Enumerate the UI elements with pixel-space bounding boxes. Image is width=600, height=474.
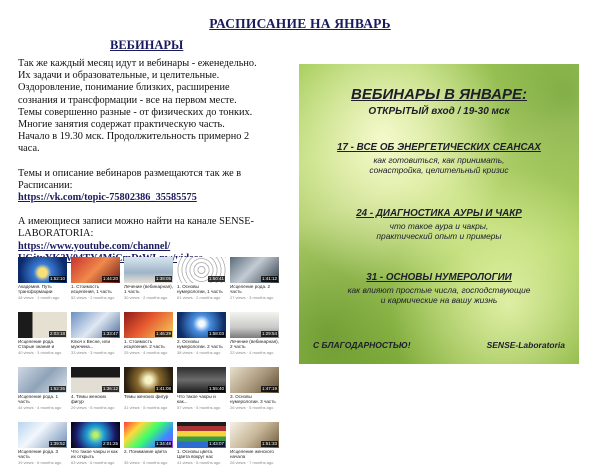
intro-line: Начало в 19.30 мск. Продолжительность примерно 2 <box>18 131 250 143</box>
video-thumbnail[interactable] <box>124 312 173 338</box>
video-thumbnail[interactable] <box>230 312 279 338</box>
video-duration: 1:29:54 <box>261 331 277 336</box>
video-duration: 1:33:47 <box>102 331 118 336</box>
intro-line: Темы совершенно разные - от физических до тонких. <box>18 106 253 118</box>
video-title[interactable]: 2. Понимание цвета <box>124 449 167 454</box>
intro-line: сознания и трансформации - все на первом месте. <box>18 94 237 106</box>
intro-line: Так же каждый месяц идут и вебинары - еженедельно. <box>18 58 257 69</box>
video-tile[interactable] <box>71 422 120 474</box>
vk-text: Темы и описание вебинаров размещаются так же в <box>18 167 242 179</box>
video-thumbnail[interactable] <box>18 422 67 448</box>
video-title[interactable]: Что такое чакры и как их открыть <box>71 449 118 460</box>
video-meta: 30 views · 2 months ago <box>124 295 168 300</box>
video-tile[interactable] <box>124 367 173 419</box>
video-meta: 41 views · 6 months ago <box>177 460 221 465</box>
intro-line: часа. <box>18 143 40 155</box>
video-tile[interactable] <box>124 312 173 364</box>
video-meta: 25 views · 4 months ago <box>124 350 168 355</box>
video-duration: 1:52:36 <box>49 386 65 391</box>
video-thumbnail[interactable] <box>177 367 226 393</box>
video-duration: 1:52:10 <box>49 276 65 281</box>
poster-subtitle: ОТКРЫТЫЙ вход / 19-30 мск <box>368 106 510 117</box>
video-title[interactable]: 1. Стоимость исцеления. 2 часть <box>124 339 165 350</box>
video-meta: 27 views · 3 months ago <box>230 295 274 300</box>
poster-item <box>299 208 579 241</box>
video-meta: 29 views · 5 months ago <box>71 405 115 410</box>
video-meta: 57 views · 5 months ago <box>177 405 221 410</box>
video-duration: 2:01:25 <box>102 441 118 446</box>
poster-footer-brand: SENSE-Laboratoria <box>486 340 565 350</box>
video-thumbnail[interactable] <box>230 422 279 448</box>
video-duration: 1:47:19 <box>261 386 277 391</box>
video-tile[interactable] <box>124 257 173 309</box>
poster-item-line: практический опыт и примеры <box>376 231 502 241</box>
video-meta: 19 views · 6 months ago <box>18 460 62 465</box>
video-meta: 61 views · 2 months ago <box>177 295 221 300</box>
video-tile[interactable] <box>230 367 279 419</box>
video-tile[interactable] <box>71 257 120 309</box>
video-title[interactable]: Исцеление рода. Старые знания и <box>18 339 55 350</box>
video-tile[interactable] <box>71 367 120 419</box>
page-title: РАСПИСАНИЕ НА ЯНВАРЬ <box>209 16 391 31</box>
vk-paragraph <box>18 168 280 205</box>
video-tile[interactable] <box>71 312 120 364</box>
video-meta: 40 views · 3 months ago <box>18 350 62 355</box>
video-title[interactable]: Исцеление женского начала <box>230 449 274 460</box>
video-thumbnail[interactable] <box>230 257 279 283</box>
poster-item-line: сонастройка, целительный кризис <box>369 165 509 175</box>
poster-item-description <box>299 155 579 175</box>
video-thumbnail[interactable] <box>124 422 173 448</box>
intro-line: Многие занятия содержат практическую часть. <box>18 119 225 131</box>
video-title[interactable]: Академия. Путь трансформации <box>18 284 53 295</box>
video-title[interactable]: 1. Основы цвета. Цвета вокруг нас <box>177 449 214 460</box>
video-meta: 48 views · 1 month ago <box>18 295 60 300</box>
video-meta: 28 views · 7 months ago <box>230 460 274 465</box>
video-duration: 1:50:41 <box>208 276 224 281</box>
youtube-text: LABORATORIA: <box>18 228 94 240</box>
video-title[interactable]: 1. Основы нумерологии, 1 часть <box>177 284 223 295</box>
video-meta: 33 views · 3 months ago <box>71 350 115 355</box>
video-thumbnail[interactable] <box>71 367 120 393</box>
video-title[interactable]: 3. Основы нумерологии. 3 часть <box>230 394 276 405</box>
video-title[interactable]: Исцеление рода. 3 часть <box>18 449 59 460</box>
video-title[interactable]: Что такое чакры и как... <box>177 394 216 405</box>
video-duration: 1:41:08 <box>155 386 171 391</box>
video-thumbnail[interactable] <box>124 257 173 283</box>
video-thumbnail[interactable] <box>71 422 120 448</box>
video-meta: 26 views · 5 months ago <box>230 405 274 410</box>
video-title[interactable]: Темы женских фигур <box>124 394 169 399</box>
video-meta: 44 views · 4 months ago <box>18 405 62 410</box>
video-thumbnail[interactable] <box>18 367 67 393</box>
video-thumbnail[interactable] <box>230 367 279 393</box>
video-duration: 1:55:40 <box>208 386 224 391</box>
video-tile[interactable] <box>18 257 67 309</box>
poster-item-line: что такое аура и чакры, <box>389 221 489 231</box>
poster-item <box>299 272 579 305</box>
poster-footer-thanks: С БЛАГОДАРНОСТЬЮ! <box>313 340 411 350</box>
video-title[interactable]: Исцеление рода. 2 часть <box>230 284 271 295</box>
video-title[interactable]: 2. Основы нумерологии. 2 часть <box>177 339 223 350</box>
video-thumbnail[interactable] <box>124 367 173 393</box>
video-tile[interactable] <box>177 257 226 309</box>
video-thumbnail[interactable] <box>18 312 67 338</box>
video-duration: 1:44:20 <box>102 276 118 281</box>
video-thumbnail[interactable] <box>177 422 226 448</box>
video-tile[interactable] <box>230 257 279 309</box>
video-title[interactable]: 1. Стоимость исцеления, 1 часть <box>71 284 112 295</box>
video-tile[interactable] <box>177 422 226 474</box>
video-tile[interactable] <box>18 422 67 474</box>
video-duration: 1:34:48 <box>155 441 171 446</box>
video-title[interactable]: Исцеление рода. 1 часть <box>18 394 59 405</box>
video-thumbnail[interactable] <box>71 312 120 338</box>
video-title[interactable]: Ключ к Весне, или мужчина... <box>71 339 111 350</box>
video-tile[interactable] <box>18 367 67 419</box>
section-title: ВЕБИНАРЫ <box>110 38 184 52</box>
video-thumbnail[interactable] <box>18 257 67 283</box>
video-tile[interactable] <box>230 312 279 364</box>
poster-item-heading: 17 - ВСЕ ОБ ЭНЕРГЕТИЧЕСКИХ СЕАНСАХ <box>337 142 541 153</box>
video-title[interactable]: 4. Темы женских фигур <box>71 394 107 405</box>
vk-text: Расписании: <box>18 179 73 191</box>
poster-item-line: как влияют простые числа, господствующие <box>347 285 531 295</box>
video-title[interactable]: Лечение (вебинарная), 1 часть <box>124 284 173 295</box>
intro-paragraph <box>18 58 280 156</box>
webinar-poster <box>299 64 579 364</box>
poster-title: ВЕБИНАРЫ В ЯНВАРЕ: <box>351 86 527 103</box>
video-duration: 1:36:12 <box>102 386 118 391</box>
video-thumbnail[interactable] <box>177 257 226 283</box>
video-meta: 22 views · 4 months ago <box>230 350 274 355</box>
poster-item-description <box>299 285 579 305</box>
poster-item-description <box>299 221 579 241</box>
video-tile[interactable] <box>177 312 226 364</box>
video-duration: 1:41:12 <box>261 276 277 281</box>
video-tile[interactable] <box>18 312 67 364</box>
video-duration: 1:38:05 <box>155 276 171 281</box>
intro-line: Оздоровление, понимание близких, расширение <box>18 82 230 94</box>
video-tile[interactable] <box>230 422 279 474</box>
poster-item-line: как готовиться, как принимать, <box>373 155 505 165</box>
video-thumbnail[interactable] <box>71 257 120 283</box>
video-meta: 35 views · 6 months ago <box>124 460 168 465</box>
video-grid <box>18 257 280 474</box>
video-meta: 31 views · 5 months ago <box>124 405 168 410</box>
video-meta: 63 views · 6 months ago <box>71 460 115 465</box>
video-duration: 1:46:29 <box>155 331 171 336</box>
video-duration: 1:51:33 <box>261 441 277 446</box>
poster-item <box>299 142 579 175</box>
video-meta: 38 views · 4 months ago <box>177 350 221 355</box>
poster-item-heading: 24 - ДИАГНОСТИКА АУРЫ И ЧАКР <box>356 208 522 219</box>
video-meta: 52 views · 2 months ago <box>71 295 115 300</box>
video-tile[interactable] <box>177 367 226 419</box>
poster-item-heading: 31 - ОСНОВЫ НУМЕРОЛОГИИ <box>366 272 512 283</box>
video-duration: 2:03:18 <box>49 331 65 336</box>
description-block <box>18 58 280 277</box>
poster-item-line: и кармические на вашу жизнь <box>380 295 498 305</box>
youtube-text: А имеющиеся записи можно найти на канале SENSE- <box>18 216 254 228</box>
youtube-link-line: https://www.youtube.com/channel/ <box>18 240 171 252</box>
video-thumbnail[interactable] <box>177 312 226 338</box>
video-title[interactable]: Лечение (вебинарная), 2 часть <box>230 339 279 350</box>
video-tile[interactable] <box>124 422 173 474</box>
video-duration: 1:58:03 <box>208 331 224 336</box>
video-duration: 1:43:07 <box>208 441 224 446</box>
intro-line: Их задачи и образовательные, и целительные. <box>18 70 220 82</box>
vk-link[interactable]: https://vk.com/topic-75802386_35585575 <box>18 192 197 204</box>
video-duration: 1:39:52 <box>49 441 65 446</box>
